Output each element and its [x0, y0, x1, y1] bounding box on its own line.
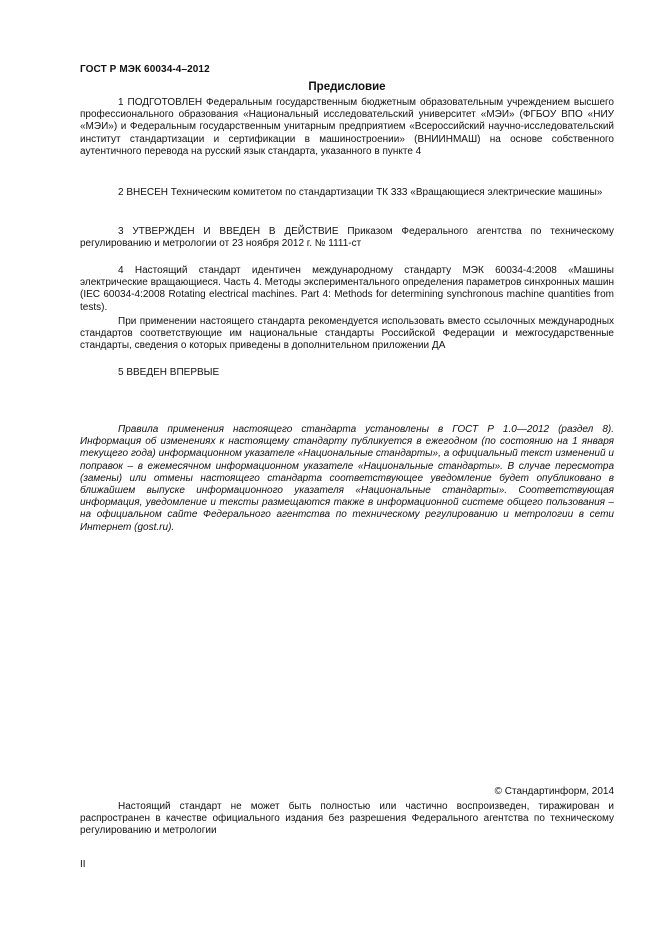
section-3-approved: 3 УТВЕРЖДЕН И ВВЕДЕН В ДЕЙСТВИЕ Приказом Федерального агентства по техническому регулированию и метрологии от 23 ноября 2012 г. № 1111-ст [80, 226, 614, 250]
section-4-note: При применении настоящего стандарта рекомендуется использовать вместо ссылочных международных стандартов соответствующие им национальные стандарты Российской Федерации и межгосударственные стандарты, сведения о которых приведены в дополнительном приложении ДА [80, 316, 614, 352]
rules-notice: Правила применения настоящего стандарта установлены в ГОСТ Р 1.0—2012 (раздел 8). Информация об изменениях к настоящему стандарту публикуется в ежегодном (по состоянию на 1 января текущего года) информационном указателе «Национальные стандарты», а официальный текст изменений и поправок – в ежемесячном информационном указателе «Национальные стандарты». В случае пересмотра (замены) или отмены настоящего стандарта соответствующее уведомление будет опубликовано в ближайшем выпуске информационного указателя «Национальные стандарты». Соответствующая информация, уведомление и тексты размещаются также в информационной системе общего пользования – на официальном сайте Федерального агентства по техническому регулированию и метрологии в сети Интернет (gost.ru). [80, 424, 614, 533]
section-1-prepared: 1 ПОДГОТОВЛЕН Федеральным государственным бюджетным образовательным учреждением высшего профессионального образования «Национальный исследовательский университет «МЭИ» (ФГБОУ ВПО «НИУ «МЭИ») и Федеральным государственным унитарным предприятием «Всероссийский научно-исследовательский институт стандартизации и сертификации в машиностроении» (ВНИИНМАШ) на основе собственного аутентичного перевода на русский язык стандарта, указанного в пункте 4 [80, 97, 614, 157]
page-number: II [80, 859, 86, 870]
section-5-introduced: 5 ВВЕДЕН ВПЕРВЫЕ [118, 367, 220, 378]
reproduction-notice: Настоящий стандарт не может быть полностью или частично воспроизведен, тиражирован и распространен в качестве официального издания без разрешения Федерального агентства по техническому регулированию и метрологии [80, 801, 614, 837]
page-title: Предисловие [308, 81, 386, 93]
section-2-submitted: 2 ВНЕСЕН Техническим комитетом по стандартизации ТК 333 «Вращающиеся электрические машины» [118, 187, 603, 198]
document-code-header: ГОСТ Р МЭК 60034-4–2012 [80, 64, 210, 75]
copyright-line: © Стандартинформ, 2014 [494, 786, 614, 797]
section-4-identical: 4 Настоящий стандарт идентичен международному стандарту МЭК 60034-4:2008 «Машины электрические вращающиеся. Часть 4. Методы экспериментального определения параметров синхронных машин (IEC 60034-4:2008 Rotating electrical machines. Part 4: Methods for determining synchronous machine quantities from tests). [80, 265, 614, 313]
